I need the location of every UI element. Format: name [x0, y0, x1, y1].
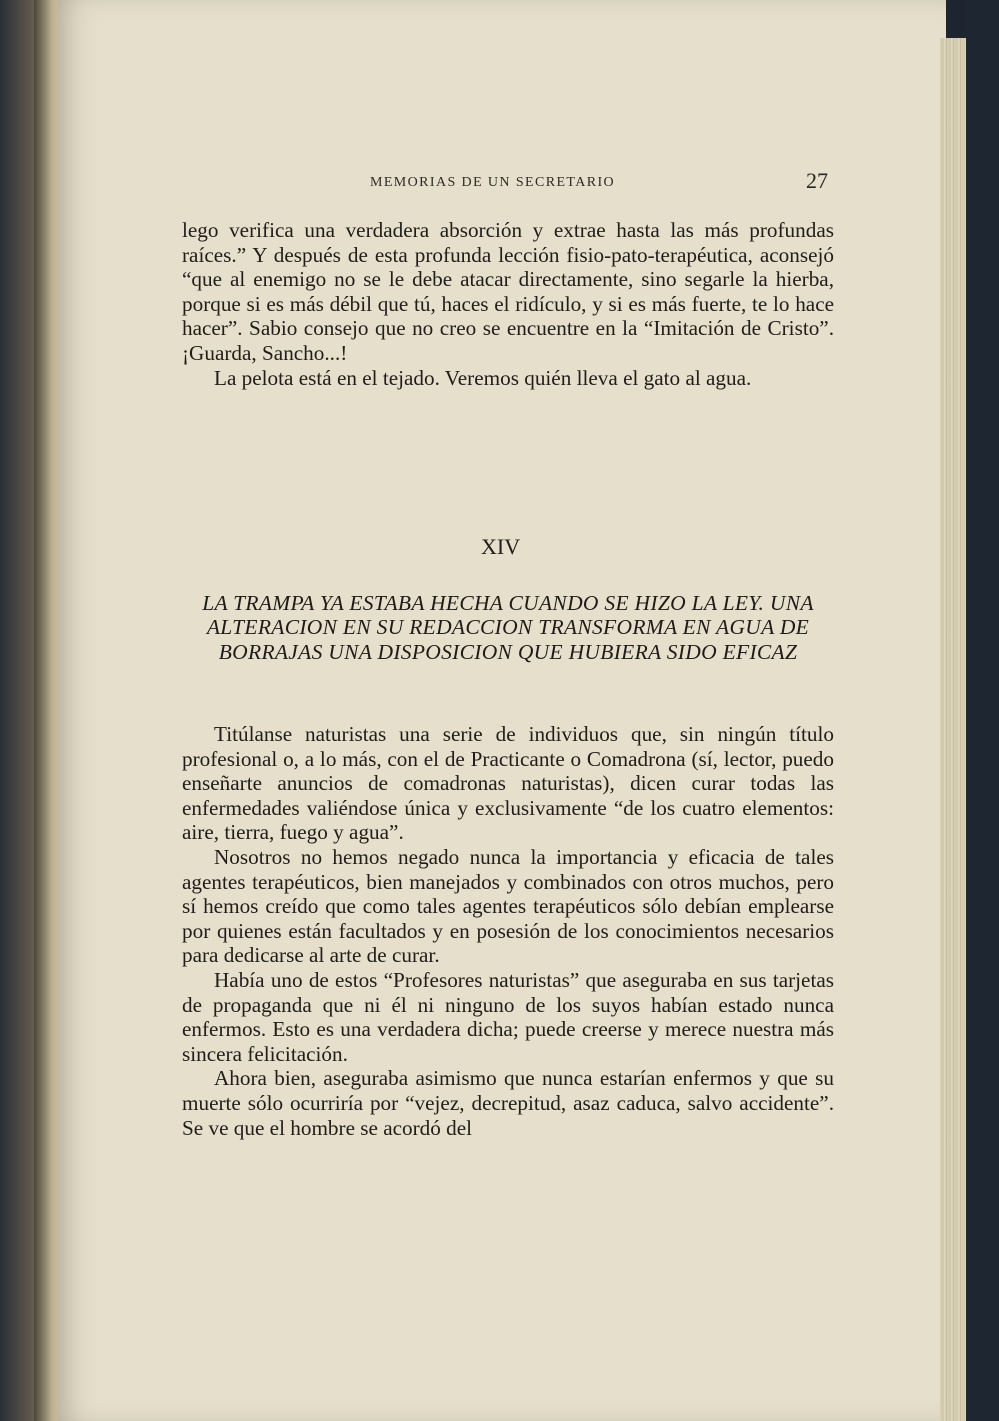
page-number: 27: [806, 168, 828, 193]
continuation-text: [182, 218, 834, 390]
chapter-body: [182, 722, 834, 1140]
book-page: [58, 0, 946, 1421]
paragraph: lego verifica una verdadera absorción y extrae hasta las más profundas raíces.” Y después de esta profunda lección fisio-pato-terapéutica, aconsejó “que al enemigo no se le debe atacar directamente, sino segarle la hierba, porque si es más débil que tú, haces el ridículo, y si es más fuerte, te lo hace hacer”. Sabio consejo que no creo se encuentre en la “Imitación de Cristo”. ¡Guarda, Sancho...!: [182, 218, 834, 365]
chapter-number: XIV: [481, 534, 521, 559]
running-head: MEMORIAS DE UN SECRETARIO: [370, 175, 616, 190]
paragraph: Había uno de estos “Profesores naturistas” que aseguraba en sus tarjetas de propaganda que ni él ni ninguno de los suyos habían estado nunca enfermos. Esto es una verdadera dicha; puede creerse y merece nuestra más sincera felicitación.: [182, 967, 834, 1066]
paragraph: Nosotros no hemos negado nunca la importancia y eficacia de tales agentes terapéuticos, bien manejados y combinados con otros muchos, pero sí hemos creído que como tales agentes terapéuticos sólo debían emplearse por quienes están facultados y en posesión de los conocimientos necesarios para dedicarse al arte de curar.: [182, 844, 834, 968]
chapter-title: LA TRAMPA YA ESTABA HECHA CUANDO SE HIZO LA LEY. UNA ALTERACION EN SU REDACCION TRANSFORMA EN AGUA DE BORRAJAS UNA DISPOSICION QUE HUBIERA SIDO EFICAZ: [202, 591, 814, 664]
book-cover-edge: [966, 0, 999, 1421]
paragraph: Titúlanse naturistas una serie de individuos que, sin ningún título profesional o, a lo más, con el de Practicante o Comadrona (sí, lector, puedo enseñarte anuncios de comadronas naturistas), dicen curar todas las enfermedades valiéndose única y exclusivamente “de los cuatro elementos: aire, tierra, fuego y agua”.: [182, 722, 834, 845]
paragraph: La pelota está en el tejado. Veremos quién lleva el gato al agua.: [214, 365, 752, 390]
paragraph: Ahora bien, aseguraba asimismo que nunca estarían enfermos y que su muerte sólo ocurriría por “vejez, decrepitud, asaz caduca, salvo accidente”. Se ve que el hombre se acordó del: [182, 1066, 834, 1140]
